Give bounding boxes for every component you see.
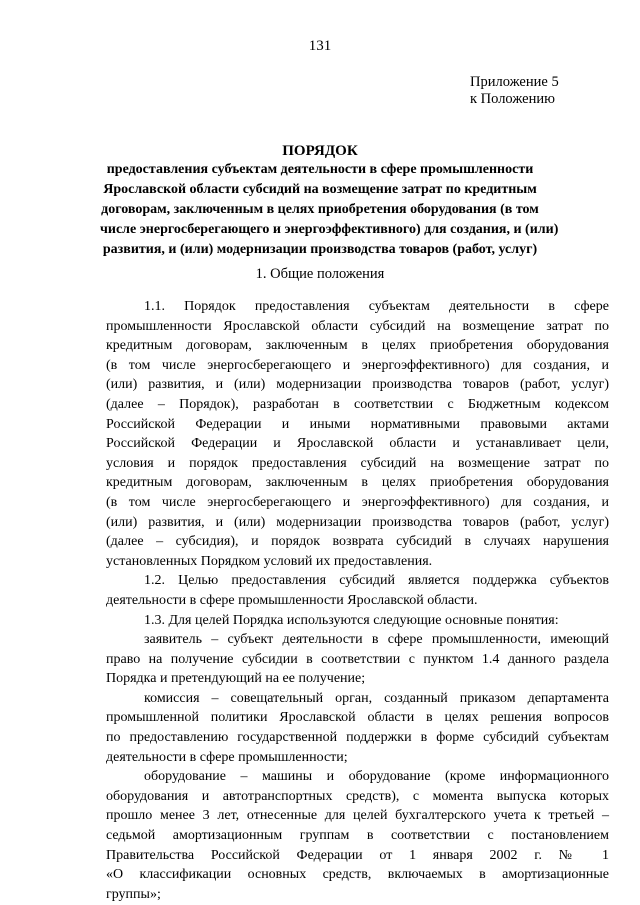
page-number: 131 — [308, 38, 332, 54]
body-line: деятельности в сфере промышленности Ярославской области. — [106, 592, 478, 608]
body-line: (далее – субсидия), и порядок возврата субсидий в случаях нарушения — [106, 534, 609, 550]
subtitle-line: числе энергосберегающего и энергоэффективного) для создания, и (или) — [100, 222, 559, 237]
body-line: оборудование – машины и оборудование (кроме информационного — [144, 769, 609, 785]
body-line: (или) развития, и (или) модернизации производства товаров (работ, услуг) — [106, 377, 609, 393]
body-line: Порядка и претендующий на ее получение; — [106, 671, 366, 687]
body-line: промышленной политики Ярославской области в целях решения вопросов — [106, 710, 609, 726]
appendix-line: к Положению — [470, 91, 555, 107]
body-line: заявитель – субъект деятельности в сфере промышленности, имеющий — [144, 632, 609, 648]
body-line: 1.1. Порядок предоставления субъектам деятельности в сфере — [144, 299, 609, 314]
body-line: прошло менее 3 лет, отнесенные для целей бухгалтерского учета к третьей – — [106, 808, 609, 824]
subtitle-line: договорам, заключенным в целях приобретения оборудования (в том — [101, 202, 539, 217]
body-line: право на получение субсидии в соответствии с пунктом 1.4 данного раздела — [106, 651, 609, 667]
body-line: кредитным договорам, заключенным в целях приобретения оборудования — [106, 338, 609, 354]
body-line: Российской Федерации и иными нормативными правовыми актами — [106, 416, 609, 432]
appendix-reference — [470, 74, 559, 108]
subtitle-line: развития, и (или) модернизации производства товаров (работ, услуг) — [102, 242, 538, 257]
document-title: ПОРЯДОК — [282, 143, 358, 159]
body-line: оборудования и автотранспортных средств), с момента выпуска которых — [106, 788, 609, 804]
body-line: по предоставлению государственной поддержки в форме субсидий субъектам — [106, 730, 609, 746]
body-line: комиссия – совещательный орган, созданный приказом департамента — [144, 690, 609, 706]
body-line: Российской Федерации и Ярославской области и устанавливает цели, — [106, 436, 609, 452]
body-line: деятельности в сфере промышленности; — [106, 749, 348, 765]
document-subtitle — [100, 160, 559, 260]
body-line: (далее – Порядок), разработан в соответствии с Бюджетным кодексом — [106, 396, 609, 412]
body-line: Правительства Российской Федерации от 1 января 2002 г. № 1 — [106, 847, 609, 863]
subtitle-line: Ярославской области субсидий на возмещение затрат по кредитным — [103, 182, 537, 197]
body-line: седьмой амортизационным группам в соответствии с постановлением — [106, 828, 609, 844]
body-line: (или) развития, и (или) модернизации производства товаров (работ, услуг) — [106, 514, 609, 530]
body-line: группы»; — [106, 886, 161, 902]
body-line: кредитным договорам, заключенным в целях приобретения оборудования — [106, 475, 609, 491]
body-line: (в том числе энергосберегающего и энергоэффективного) для создания, и — [106, 357, 609, 373]
body-line: (в том числе энергосберегающего и энергоэффективного) для создания, и — [106, 494, 609, 510]
appendix-line: Приложение 5 — [470, 74, 559, 90]
body-line: 1.3. Для целей Порядка используются следующие основные понятия: — [144, 612, 559, 628]
document-body — [106, 297, 609, 904]
body-line: условия и порядок предоставления субсидий на возмещение затрат по — [106, 455, 609, 471]
body-line: промышленности Ярославской области субсидий на возмещение затрат по — [106, 318, 609, 334]
body-line: установленных Порядком условий их предоставления. — [106, 553, 433, 569]
subtitle-line: предоставления субъектам деятельности в сфере промышленности — [106, 162, 534, 177]
body-line: 1.2. Целью предоставления субсидий является поддержка субъектов — [144, 573, 609, 589]
section-heading: 1. Общие положения — [255, 266, 385, 282]
body-line: «О классификации основных средств, включаемых в амортизационные — [106, 867, 609, 883]
